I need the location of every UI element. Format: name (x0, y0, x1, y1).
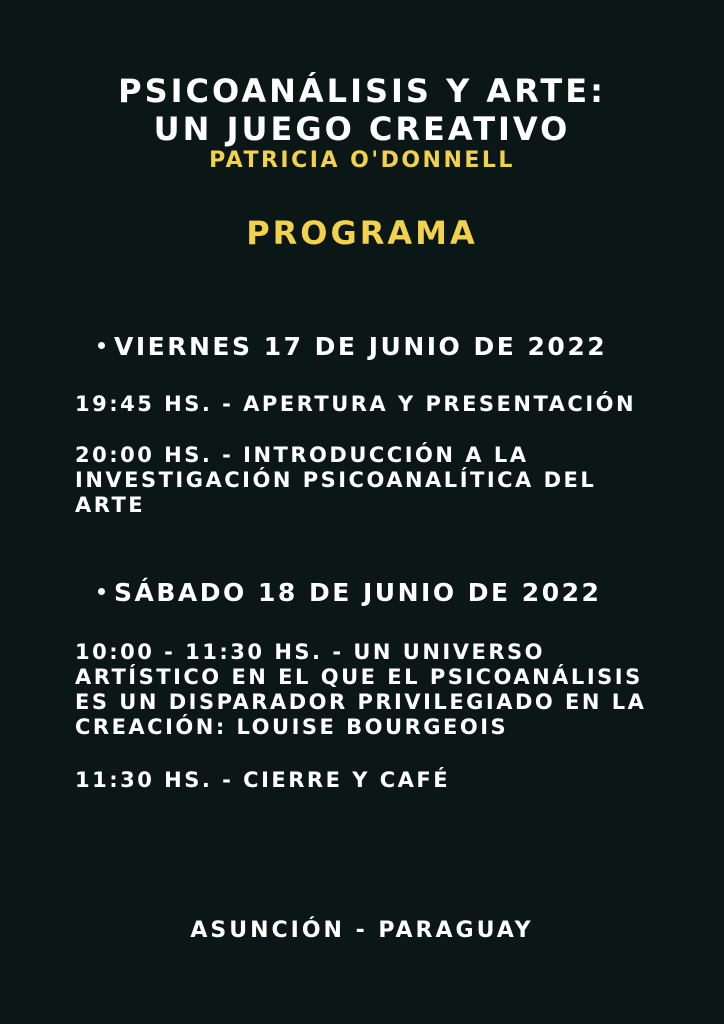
poster-title-line-1: PSICOANÁLISIS Y ARTE: (118, 72, 606, 110)
schedule-item: 20:00 HS. - INTRODUCCIÓN A LA INVESTIGACIÓN PSICOANALÍTICA DEL ARTE (75, 443, 597, 517)
author-name: PATRICIA O'DONNELL (209, 148, 515, 173)
program-heading: PROGRAMA (246, 214, 478, 252)
program-day-2 (98, 578, 601, 607)
event-location: ASUNCIÓN - PARAGUAY (190, 918, 534, 943)
program-day-1-date: VIERNES 17 DE JUNIO DE 2022 (114, 332, 608, 361)
schedule-item: 11:30 HS. - CIERRE Y CAFÉ (75, 768, 451, 792)
schedule-item: 10:00 - 11:30 HS. - UN UNIVERSO ARTÍSTICO EN EL QUE EL PSICOANÁLISIS ES UN DISPARADOR PRIVILEGIADO EN LA CREACIÓN: LOUISE BOURGEOIS (75, 640, 647, 739)
program-day-1 (98, 332, 607, 361)
poster-title-line-2: UN JUEGO CREATIVO (153, 110, 571, 148)
program-day-2-date: SÁBADO 18 DE JUNIO DE 2022 (114, 578, 602, 607)
bullet-icon (98, 588, 105, 595)
schedule-item: 19:45 HS. - APERTURA Y PRESENTACIÓN (75, 392, 637, 416)
bullet-icon (98, 342, 105, 349)
